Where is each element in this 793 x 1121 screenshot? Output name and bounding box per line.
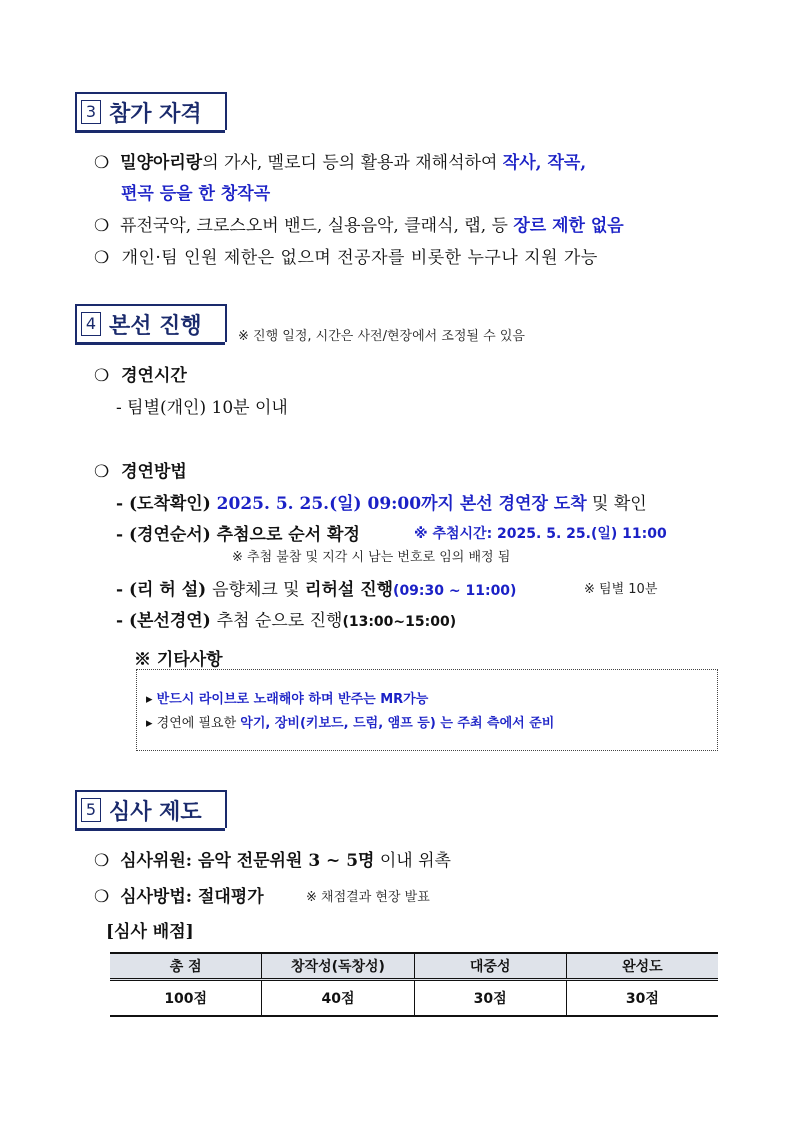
etc-item: ▸ 반드시 라이브로 노래해야 하며 반주는 MR가능 <box>146 692 429 707</box>
etc-item: ▸ 경연에 필요한 악기, 장비(키보드, 드럼, 앰프 등) 는 주최 측에서 준비 <box>146 716 555 731</box>
section-title: 본선 진행 <box>109 313 202 339</box>
order-line: - (경연순서) 추첨으로 순서 확정 <box>116 525 360 545</box>
list-item: ❍ 퓨전국악, 크로스오버 밴드, 실용음악, 클래식, 랩, 등 장르 제한 없음 <box>94 216 624 236</box>
rehearsal-line: - (리 허 설) 음향체크 및 리허설 진행(09:30 ~ 11:00) <box>116 580 517 600</box>
table-header: 총 점 <box>110 953 262 980</box>
list-item: ❍ 개인·팀 인원 제한은 없으며 전공자를 비롯한 누구나 지원 가능 <box>94 248 598 268</box>
table-cell: 40점 <box>262 980 414 1017</box>
schedule-note: ※ 진행 일정, 시간은 사전/현장에서 조정될 수 있음 <box>238 329 525 344</box>
table-cell: 30점 <box>414 980 566 1017</box>
table-header-row <box>110 953 718 980</box>
table-cell: 100점 <box>110 980 262 1017</box>
table-header: 대중성 <box>414 953 566 980</box>
judges-line: ❍ 심사위원: 음악 전문위원 3 ~ 5명 이내 위촉 <box>94 851 451 871</box>
rehearsal-note: ※ 팀별 10분 <box>584 582 658 597</box>
table-title: [심사 배점] <box>106 922 194 942</box>
section-number: 5 <box>81 798 101 822</box>
section-number: 3 <box>81 100 101 124</box>
time-detail: - 팀별(개인) 10분 이내 <box>116 398 288 418</box>
time-heading: ❍ 경연시간 <box>94 366 187 386</box>
etc-heading: ※ 기타사항 <box>134 650 223 670</box>
table-cell: 30점 <box>566 980 718 1017</box>
list-item-continuation: 편곡 등을 한 창작곡 <box>121 184 271 204</box>
method-heading: ❍ 경연방법 <box>94 462 187 482</box>
section-number: 4 <box>81 312 101 336</box>
etc-box <box>136 669 718 751</box>
section-4-heading <box>75 304 225 344</box>
section-title: 심사 제도 <box>109 799 202 825</box>
table-header: 창작성(독창성) <box>262 953 414 980</box>
table-row <box>110 980 718 1017</box>
arrival-line: - (도착확인) 2025. 5. 25.(일) 09:00까지 본선 경연장 도착 및 확인 <box>116 494 647 514</box>
table-header: 완성도 <box>566 953 718 980</box>
order-draw-time: ※ 추첨시간: 2025. 5. 25.(일) 11:00 <box>414 526 667 542</box>
section-5-heading <box>75 790 225 830</box>
section-title: 참가 자격 <box>109 101 202 127</box>
list-item: ❍ 밀양아리랑의 가사, 멜로디 등의 활용과 재해석하여 작사, 작곡, <box>94 153 587 173</box>
score-table <box>110 952 718 1017</box>
judging-method-note: ※ 채점결과 현장 발표 <box>306 890 430 905</box>
final-line: - (본선경연) 추첨 순으로 진행(13:00~15:00) <box>116 611 457 631</box>
order-sub-note: ※ 추첨 불참 및 지각 시 남는 번호로 임의 배정 됨 <box>232 550 511 565</box>
judging-method-line: ❍ 심사방법: 절대평가 <box>94 887 264 907</box>
section-3-heading <box>75 92 225 132</box>
